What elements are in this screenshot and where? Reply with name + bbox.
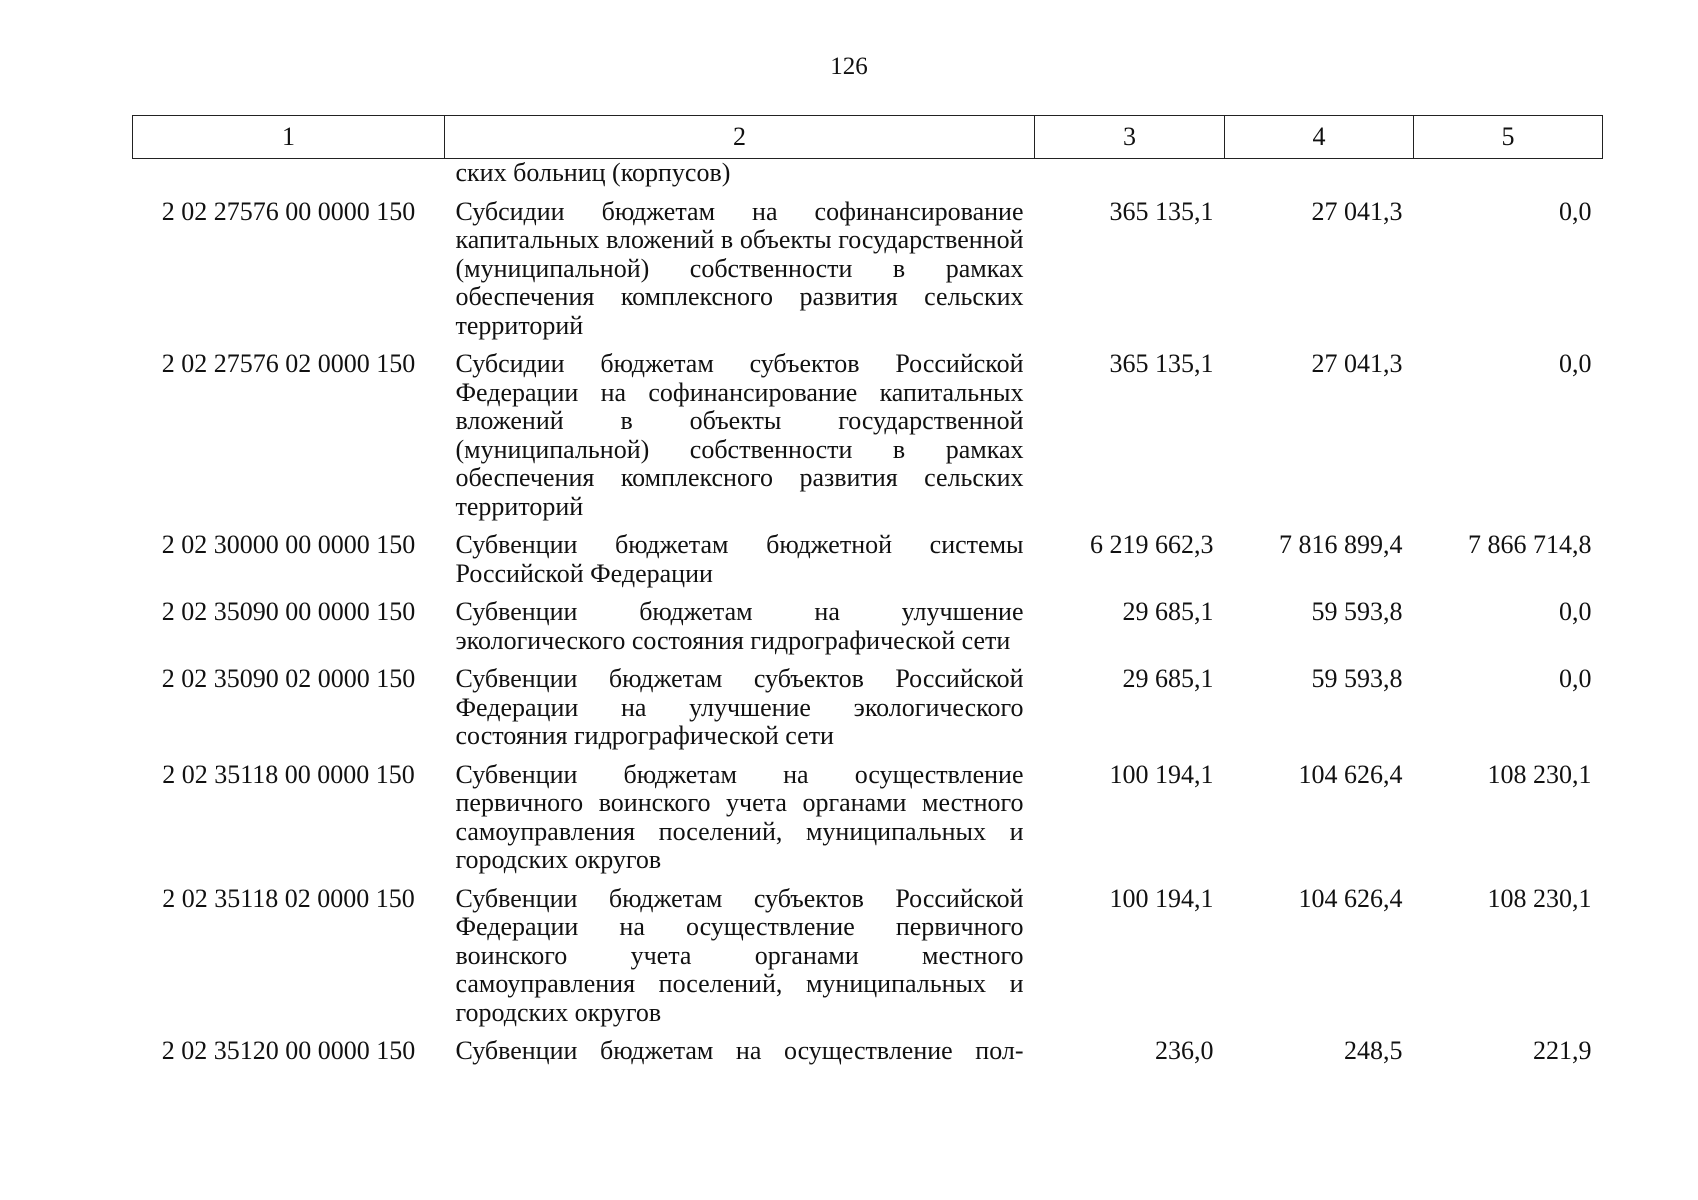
row-value-col4: 27 041,3 <box>1311 349 1403 378</box>
budget-table <box>132 115 1603 1066</box>
table-row <box>133 875 1603 1028</box>
row-value-col4: 7 816 899,4 <box>1279 530 1403 559</box>
row-value-col4: 248,5 <box>1344 1036 1403 1065</box>
row-value-col3: 6 219 662,3 <box>1090 530 1214 559</box>
row-value-col5: 221,9 <box>1533 1036 1592 1065</box>
row-code: 2 02 27576 02 0000 150 <box>161 349 416 378</box>
page-number: 126 <box>830 53 868 80</box>
row-value-col3: 29 685,1 <box>1122 597 1214 626</box>
row-value-col3: 29 685,1 <box>1122 664 1214 693</box>
row-value-col5 <box>1414 159 1603 188</box>
row-value-col4: 104 626,4 <box>1298 759 1403 789</box>
header-col-5: 5 <box>1414 116 1603 159</box>
header-row <box>133 116 1603 159</box>
row-value-col5: 0,0 <box>1559 349 1592 378</box>
header-col-4: 4 <box>1225 116 1414 159</box>
row-value-col5: 0,0 <box>1559 196 1592 226</box>
row-value-col3: 100 194,1 <box>1109 883 1214 913</box>
row-name: Субвенции бюджетам на осуществление первичного воинского учета органами местного самоуправления поселений, муниципальных и городских округов <box>455 759 1024 874</box>
row-code: 2 02 35120 00 0000 150 <box>161 1036 416 1065</box>
table-row <box>133 588 1603 655</box>
row-code: 2 02 35090 00 0000 150 <box>161 597 416 626</box>
row-name: Субвенции бюджетам субъектов Российской Федерации на осуществление первичного воинского учета органами местного самоуправления поселений, муниципальных и городских округов <box>455 883 1024 1027</box>
row-name: Субвенции бюджетам бюджетной системы Российской Федерации <box>455 530 1024 588</box>
row-name: Субвенции бюджетам субъектов Российской Федерации на улучшение экологического состояния гидрографической сети <box>455 664 1024 750</box>
row-code: 2 02 35118 00 0000 150 <box>162 759 415 789</box>
row-name: Субвенции бюджетам на осуществление пол- <box>455 1036 1024 1065</box>
row-code: 2 02 35090 02 0000 150 <box>161 664 416 693</box>
row-value-col5: 108 230,1 <box>1487 759 1592 789</box>
row-value-col5: 7 866 714,8 <box>1468 530 1592 559</box>
header-col-2: 2 <box>445 116 1035 159</box>
row-value-col4 <box>1225 159 1414 188</box>
table-row <box>133 655 1603 751</box>
row-code: 2 02 27576 00 0000 150 <box>161 196 416 226</box>
row-value-col3: 365 135,1 <box>1109 349 1214 378</box>
row-value-col4: 104 626,4 <box>1298 883 1403 913</box>
row-value-col3: 100 194,1 <box>1109 759 1214 789</box>
header-col-3: 3 <box>1035 116 1225 159</box>
row-value-col5: 108 230,1 <box>1487 883 1592 913</box>
row-name: Субсидии бюджетам субъектов Российской Федерации на софинансирование капитальных вложений в объекты государственной (муниципальной) собственности в рамках обеспечения комплексного развития сельских территорий <box>455 349 1024 521</box>
header-col-1: 1 <box>133 116 445 159</box>
table-row <box>133 159 1603 188</box>
row-value-col5: 0,0 <box>1559 597 1592 626</box>
row-name: Субсидии бюджетам на софинансирование капитальных вложений в объекты государственной (муниципальной) собственности в рамках обеспечения комплексного развития сельских территорий <box>455 196 1024 340</box>
table-row <box>133 1027 1603 1066</box>
row-name: Субвенции бюджетам на улучшение экологического состояния гидрографической сети <box>455 597 1024 655</box>
row-value-col3: 365 135,1 <box>1109 196 1214 226</box>
table-header <box>133 116 1603 159</box>
row-value-col4: 59 593,8 <box>1311 597 1403 626</box>
row-value-col4: 59 593,8 <box>1311 664 1403 693</box>
row-value-col4: 27 041,3 <box>1311 196 1403 226</box>
row-value-col5: 0,0 <box>1559 664 1592 693</box>
row-name: ских больниц (корпусов) <box>455 158 731 187</box>
table-body <box>133 159 1603 1066</box>
table-row <box>133 521 1603 588</box>
row-code <box>133 159 445 188</box>
table-row <box>133 751 1603 875</box>
table-row <box>133 188 1603 341</box>
row-code: 2 02 30000 00 0000 150 <box>161 530 416 559</box>
table-row <box>133 340 1603 521</box>
row-value-col3 <box>1035 159 1225 188</box>
row-code: 2 02 35118 02 0000 150 <box>162 883 415 913</box>
row-value-col3: 236,0 <box>1155 1036 1214 1065</box>
